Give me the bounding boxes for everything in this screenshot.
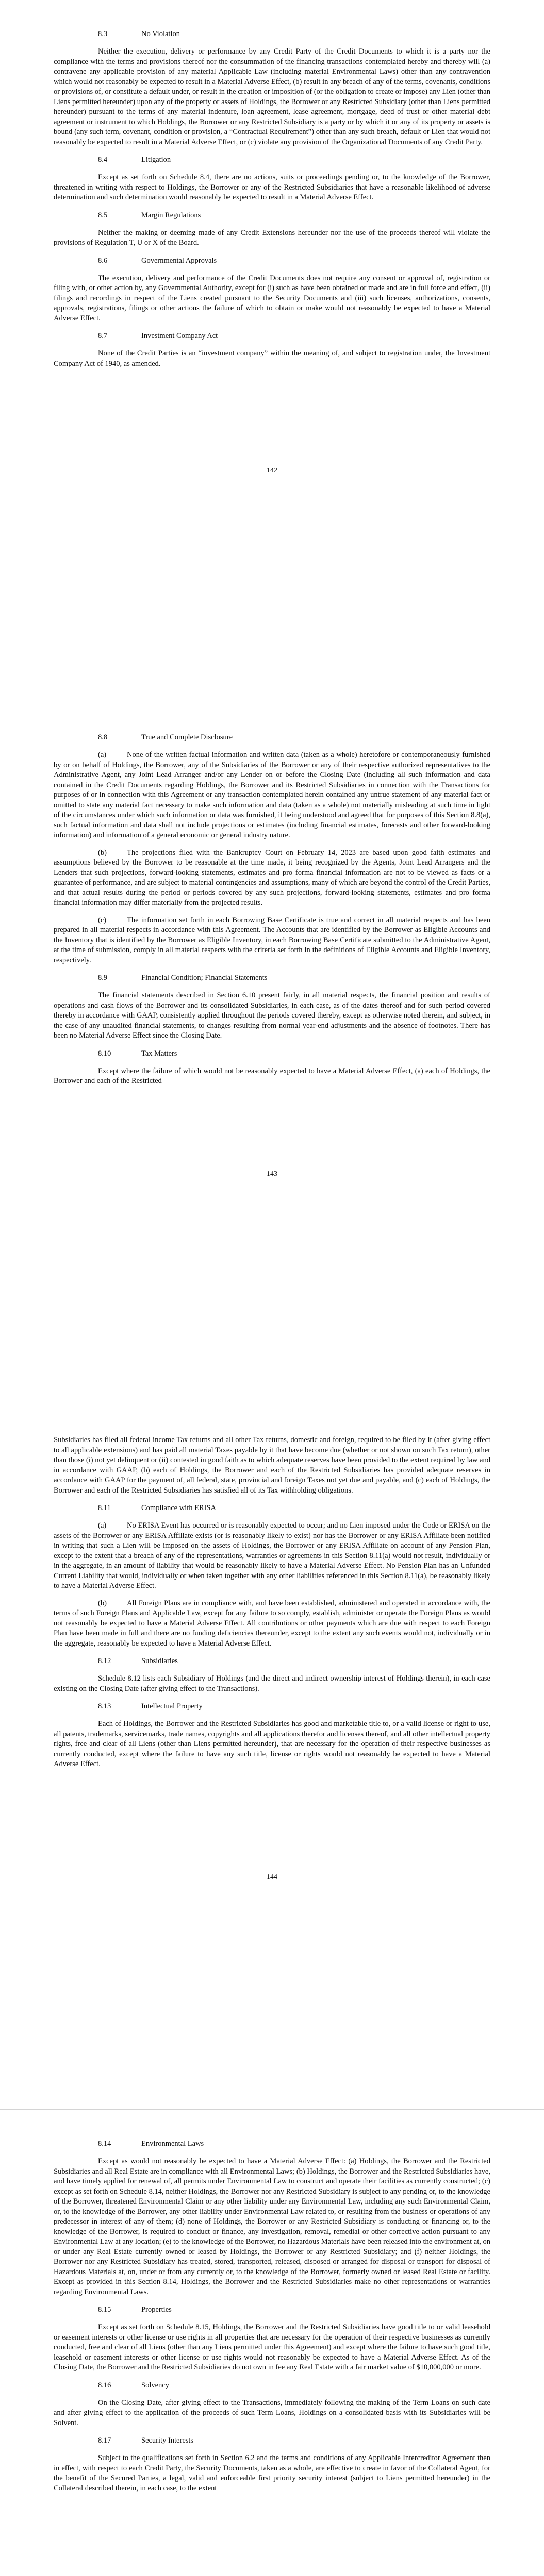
document-page [0,1406,544,2110]
section-title: No Violation [141,30,180,38]
section-title: Governmental Approvals [141,256,217,265]
clause-label: (a) [98,751,107,759]
clause-label: (c) [98,916,107,924]
paragraph-text: On the Closing Date, after giving effect to the Transactions, immediately following the making of the Term Loans on such date and after giving effect to the application of the proceeds of such Term Loans, Holdings on a consolidated basis with its Subsidiaries will be Solvent. [54,2398,490,2427]
section-title: Investment Company Act [141,332,218,340]
body-paragraph [54,228,490,248]
section-number: 8.15 [98,2306,111,2314]
section-number: 8.12 [98,1657,111,1665]
section-heading [54,331,490,342]
section-number: 8.9 [98,974,108,982]
section-heading [54,973,490,984]
section-heading [54,210,490,221]
section-title: Compliance with ERISA [141,1504,216,1512]
body-paragraph [54,1674,490,1694]
paragraph-text: No ERISA Event has occurred or is reasonably expected to occur; and no Lien imposed under the Code or ERISA on the assets of the Borrower or any ERISA Affiliate exists (or is reasonably likely to exist) nor has the Borrower or any ERISA Affiliate been notified in writing that such a Lien will be imposed on the assets of Holdings, the Borrower or any ERISA Affiliate on account of any Pension Plan, except to the extent that a breach of any of the representations, warranties or agreements in this Section 8.11(a) would not result, individually or in the aggregate, in an amount of liability that would be reasonably likely to have a Material Adverse Effect. No Pension Plan has an Unfunded Current Liability that would, individually or when taken together with any other liabilities referenced in this Section 8.11(a), be reasonably likely to have a Material Adverse Effect. [54,1521,490,1590]
section-number: 8.5 [98,211,108,219]
section-heading [54,2380,490,2391]
body-paragraph [54,848,490,908]
section-heading [54,155,490,165]
section-heading [54,1701,490,1712]
section-number: 8.10 [98,1049,111,1058]
section-heading [54,1656,490,1667]
clause-label: (b) [98,848,107,857]
body-paragraph [54,349,490,369]
section-number: 8.11 [98,1504,111,1512]
body-paragraph [54,1521,490,1591]
paragraph-text: Neither the execution, delivery or performance by any Credit Party of the Credit Documents to which it is a party nor the compliance with the terms and provisions thereof nor the consummation of the financing transactions contemplated hereby and thereby will (a) contravene any applicable provision of any material Applicable Law (including material Environmental Laws) other than any contravention which would not reasonably be expected to result in a Material Adverse Effect, (b) result in any breach of any of the terms, covenants, conditions or provisions of, or constitute a default under, or result in the creation or imposition of (or the obligation to create or impose) any Lien (other than Liens permitted hereunder) upon any of the property or assets of Holdings, the Borrower or any Restricted Subsidiary (other than Liens permitted hereunder) pursuant to the terms of any material indenture, loan agreement, lease agreement, mortgage, deed of trust or other material debt agreement or instrument to which Holdings, the Borrower or any Restricted Subsidiary is a party or by which it or any of its property or assets is bound (any such term, covenant, condition or provision, a “Contractual Requirement”) other than any such breach, default or Lien that would not reasonably be expected to result in a Material Adverse Effect, or (c) violate any provision of the Organizational Documents of any Credit Party. [54,47,490,146]
section-heading [54,29,490,40]
paragraph-text: Except as set forth on Schedule 8.4, there are no actions, suits or proceedings pending or, to the knowledge of the Borrower, threatened in writing with respect to Holdings, the Borrower or any of the Restricted Subsidiaries that have a reasonable likelihood of adverse determination and such determination would reasonably be expected to result in a Material Adverse Effect. [54,173,490,201]
section-number: 8.3 [98,30,108,38]
paragraph-text: Subsidiaries has filed all federal income Tax returns and all other Tax returns, domestic and foreign, required to be filed by it (after giving effect to all applicable extensions) and has paid all material Taxes payable by it that have become due (whether or not shown on such Tax return), other than those (i) not yet delinquent or (ii) contested in good faith as to which adequate reserves have been provided to the extent required by law and in accordance with GAAP, (b) each of Holdings, the Borrower and each of the Restricted Subsidiaries has provided adequate reserves in accordance with GAAP for the payment of, all federal, state, provincial and foreign Taxes not yet due and payable, and (c) each of Holdings, the Borrower and each of the Restricted Subsidiaries has satisfied all of its Tax withholding obligations. [54,1436,490,1495]
section-number: 8.17 [98,2436,111,2445]
paragraph-text: Except where the failure of which would not be reasonably expected to have a Material Adverse Effect, (a) each of Holdings, the Borrower and each of the Restricted [54,1066,490,1085]
document-page [0,0,544,703]
body-paragraph [54,2453,490,2494]
clause-label: (b) [98,1599,107,1607]
section-number: 8.4 [98,156,108,164]
paragraph-text: None of the Credit Parties is an “investment company” within the meaning of, and subject to registration under, the Investment Company Act of 1940, as amended. [54,349,490,368]
body-paragraph [54,274,490,324]
section-title: Financial Condition; Financial Statements [141,974,268,982]
section-heading [54,2304,490,2315]
paragraph-text: Except as set forth on Schedule 8.15, Holdings, the Borrower and the Restricted Subsidiaries have good title to or valid leasehold or easement interests or other license or use rights in all properties that are necessary for the operation of their respective businesses as currently conducted, free and clear of all Liens (other than any Liens permitted under this Agreement) and except where the failure to have such good title, leasehold or easement interests or other license or use rights would not reasonably be expected to have a Material Adverse Effect. As of the Closing Date, the Borrower and the Restricted Subsidiaries do not own in fee any Real Estate with a fair market value of $10,000,000 or more. [54,2323,490,2371]
section-title: Solvency [141,2381,169,2389]
body-paragraph [54,991,490,1041]
paragraph-text: The projections filed with the Bankruptcy Court on February 14, 2023 are based upon good faith estimates and assumptions believed by the Borrower to be reasonable at the time made, it being recognized by the Agents, Joint Lead Arrangers and the Lenders that such projections, forward-looking statements, estimates and pro forma financial information are not to be viewed as facts or a guarantee of performance, and are subject to material contingencies and assumptions, many of which are beyond the control of the Credit Parties, and that actual results during the period or periods covered by any such projections, forward-looking statements, estimates and pro forma financial information may differ materially from the projected results. [54,848,490,907]
paragraph-text: Each of Holdings, the Borrower and the Restricted Subsidiaries has good and marketable title to, or a valid license or right to use, all patents, trademarks, servicemarks, trade names, copyrights and all applications therefor and licenses thereof, and all other intellectual property rights, free and clear of all Liens (other than Liens permitted hereunder), that are necessary for the operation of their respective businesses as currently conducted, except where the failure to have any such title, license or rights would not reasonably be expected to have a Material Adverse Effect. [54,1720,490,1768]
page-number: 143 [267,1170,277,1178]
section-title: Subsidiaries [141,1657,178,1665]
paragraph-text: The execution, delivery and performance of the Credit Documents does not require any consent or approval of, registration or filing with, or other action by, any Governmental Authority, except for (i) such as have been obtained or made and are in full force and effect, (ii) filings and recordings in respect of the Liens created pursuant to the Security Documents and (iii) such licenses, authorizations, consents, approvals, registrations, filings or other actions the failure of which to obtain or make would not reasonably be expected to have a Material Adverse Effect. [54,274,490,323]
body-paragraph [54,916,490,966]
section-heading [54,2139,490,2149]
section-number: 8.16 [98,2381,111,2389]
paragraph-text: Schedule 8.12 lists each Subsidiary of Holdings (and the direct and indirect ownership interest of Holdings therein), in each case existing on the Closing Date (after giving effect to the Transactions). [54,1674,490,1693]
section-number: 8.8 [98,733,108,741]
section-title: Margin Regulations [141,211,201,219]
document-page [0,703,544,1406]
body-paragraph [54,1599,490,1649]
page-number: 142 [267,467,277,474]
section-number: 8.7 [98,332,108,340]
body-paragraph [54,173,490,203]
section-number: 8.6 [98,256,108,265]
body-paragraph [54,2323,490,2373]
section-number: 8.13 [98,1702,111,1710]
section-title: Properties [141,2306,172,2314]
document-page [0,2110,544,2576]
paragraph-text: Neither the making or deeming made of any Credit Extensions hereunder nor the use of the proceeds thereof will violate the provisions of Regulation T, U or X of the Board. [54,228,490,247]
section-heading [54,2435,490,2446]
paragraph-text: The information set forth in each Borrowing Base Certificate is true and correct in all material respects and has been prepared in all material respects in accordance with this Agreement. The Accounts that are identified by the Borrower as Eligible Accounts and the Inventory that is identified by the Borrower as Eligible Inventory, in each Borrowing Base Certificate submitted to the Administrative Agent, at the time of submission, comply in all material respects with the criteria set forth in the definitions of Eligible Accounts and Eligible Inventory, respectively. [54,916,490,964]
page-number: 144 [267,1873,277,1881]
clause-label: (a) [98,1521,107,1530]
section-title: Litigation [141,156,171,164]
paragraph-text: Subject to the qualifications set forth in Section 6.2 and the terms and conditions of any Applicable Intercreditor Agreement then in effect, with respect to each Credit Party, the Security Documents, taken as a whole, are effective to create in favor of the Collateral Agent, for the benefit of the Secured Parties, a legal, valid and enforceable first priority security interest (subject to Liens permitted hereunder) in the Collateral described therein, in each case, to the extent [54,2454,490,2493]
body-paragraph [54,47,490,147]
section-heading [54,732,490,743]
section-number: 8.14 [98,2140,111,2148]
body-paragraph [54,1435,490,1496]
paragraph-text: All Foreign Plans are in compliance with, and have been established, administered and operated in accordance with, the terms of such Foreign Plans and Applicable Law, except for any failure to so comply, establish, administer or operate the Foreign Plans as would not reasonably be expected to have a Material Adverse Effect. All contributions or other payments which are due with respect to each Foreign Plan have been made in full and there are no funding deficiencies thereunder, except to the extent any such events would not, individually or in the aggregate, reasonably be expected to have a Material Adverse Effect. [54,1599,490,1648]
section-title: Intellectual Property [141,1702,203,1710]
body-paragraph [54,2398,490,2429]
section-heading [54,1503,490,1514]
body-paragraph [54,1719,490,1770]
body-paragraph [54,750,490,841]
paragraph-text: The financial statements described in Section 6.10 present fairly, in all material respects, the financial position and results of operations and cash flows of the Borrower and its consolidated Subsidiaries, in each case, as of the dates thereof and for such period covered thereby in accordance with GAAP, consistently applied throughout the periods covered thereby, except as otherwise noted therein, and subject, in the case of any unaudited financial statements, to changes resulting from normal year-end adjustments and the absence of footnotes. There has been no Material Adverse Effect since the Closing Date. [54,991,490,1040]
body-paragraph [54,1066,490,1087]
section-title: Security Interests [141,2436,194,2445]
section-heading [54,1048,490,1059]
section-heading [54,256,490,266]
paragraph-text: Except as would not reasonably be expected to have a Material Adverse Effect: (a) Holdings, the Borrower and the Restricted Subsidiaries and all Real Estate are in compliance with all Environmental Laws; (b) Holdings, the Borrower and the Restricted Subsidiaries have, and have timely applied for renewal of, all permits under Environmental Law to construct and operate their facilities as currently constructed; (c) except as set forth on Schedule 8.14, neither Holdings, the Borrower nor any Restricted Subsidiary is subject to any pending or, to the knowledge of the Borrower, threatened Environmental Claim or any other liability under any Environmental Law, including any such Environmental Claim, or, to the knowledge of the Borrower, any other liability under Environmental Law related to, or resulting from the business or operations of any predecessor in interest of any of them; (d) none of Holdings, the Borrower or any Restricted Subsidiary is conducting or financing or, to the knowledge of the Borrower, is required to conduct or finance, any investigation, removal, remedial or other corrective action pursuant to any Environmental Law at any location; (e) to the knowledge of the Borrower, no Hazardous Materials have been released into the environment at, on or under any Real Estate currently owned or leased by Holdings, the Borrower or any Restricted Subsidiary; and (f) neither Holdings, the Borrower nor any Restricted Subsidiary has treated, stored, transported, released, disposed or arranged for disposal or transport for disposal of Hazardous Materials at, on, under or from any currently or, to the knowledge of the Borrower, formerly owned or leased Real Estate or facility. Except as provided in this Section 8.14, Holdings, the Borrower and the Restricted Subsidiaries make no other representations or warranties regarding Environmental Laws. [54,2157,490,2296]
paragraph-text: None of the written factual information and written data (taken as a whole) heretofore or contemporaneously furnished by or on behalf of Holdings, the Borrower, any of the Subsidiaries of the Borrower or any of their respective authorized representatives to the Administrative Agent, any Joint Lead Arranger and/or any Lender on or before the Closing Date (including all such information and data contained in the Credit Documents regarding Holdings, the Borrower and its Restricted Subsidiaries in connection with the Transactions for purposes of or in connection with this Agreement or any transaction contemplated herein contained any untrue statement of any material fact or omitted to state any material fact necessary to make such information and data (taken as a whole) not materially misleading at such time in light of the circumstances under which such information or data was furnished, it being understood and agreed that for purposes of this Section 8.8(a), such factual information and data shall not include projections or estimates (including financial estimates, forecasts and other forward-looking information) and information of a general economic or general industry nature. [54,751,490,839]
section-title: Environmental Laws [141,2140,204,2148]
section-title: Tax Matters [141,1049,177,1058]
body-paragraph [54,2157,490,2297]
section-title: True and Complete Disclosure [141,733,233,741]
